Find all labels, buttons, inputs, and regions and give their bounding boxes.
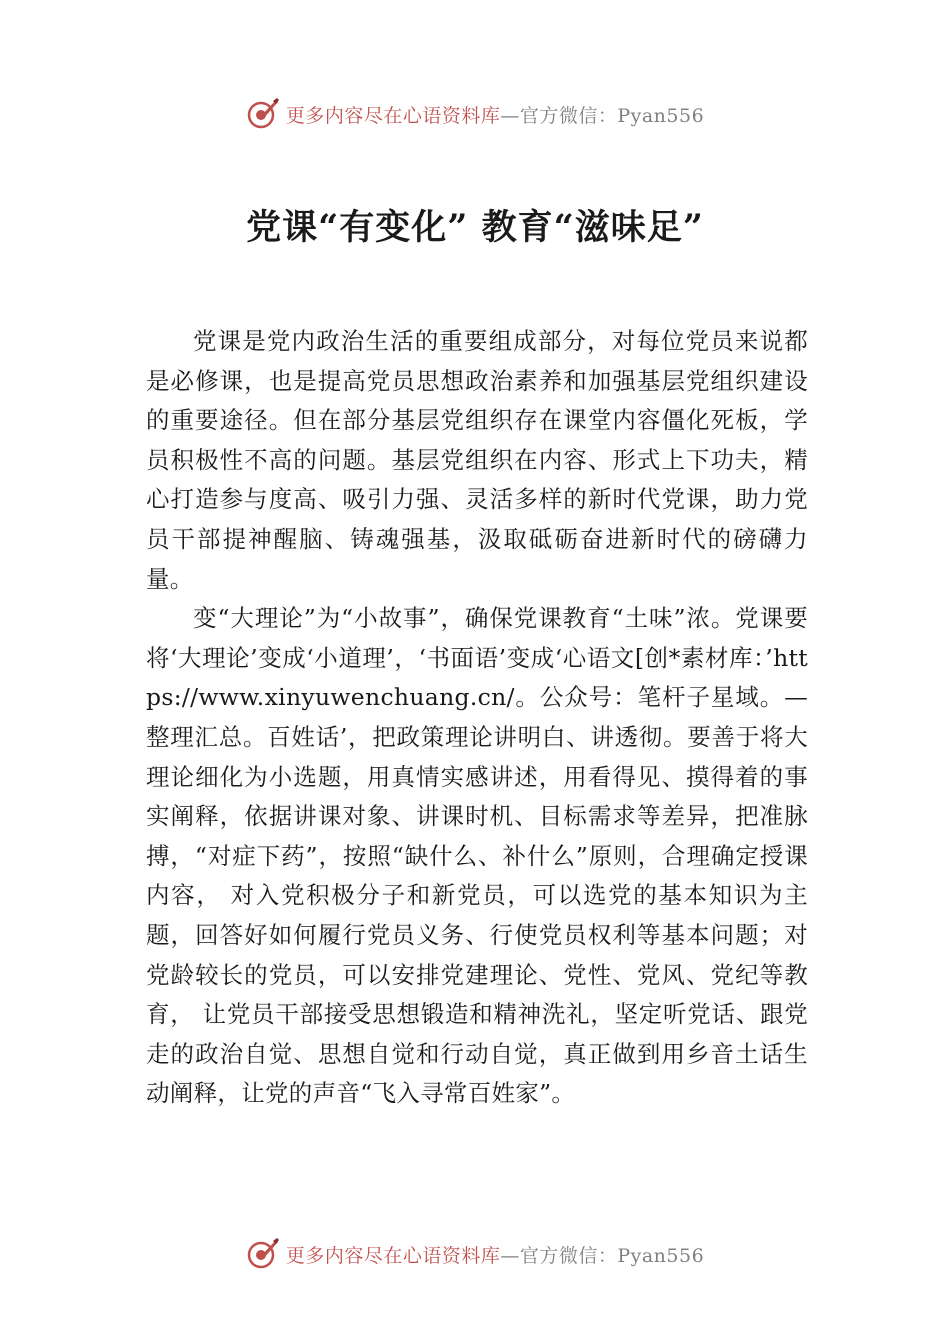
quill-pen-logo-icon <box>246 97 280 131</box>
quill-pen-logo-icon <box>246 1237 280 1271</box>
document-body <box>146 322 808 1114</box>
watermark-text: 更多内容尽在心语资料库—官方微信：Pyan556 <box>285 1244 705 1267</box>
paragraph: 变“大理论”为“小故事”，确保党课教育“土味”浓。党课要将‘大理论’变成‘小道理’，‘书面语’变成‘心语文[创*素材库：’https://www.xinyuwenchuang.cn/。公众号：笔杆子星域。—整理汇总。百姓话’，把政策理论讲明白、讲透彻。要善于将大理论细化为小选题，用真情实感讲述，用看得见、摸得着的事实阐释，依据讲课对象、讲课时机、目标需求等差异，把准脉搏，“对症下药”，按照“缺什么、补什么”原则，合理确定授课内容， 对入党积极分子和新党员，可以选党的基本知识为主题，回答好如何履行党员义务、行使党员权利等基本问题；对党龄较长的党员，可以安排党建理论、党性、党风、党纪等教育， 让党员干部接受思想锻造和精神洗礼，坚定听党话、跟党走的政治自觉、思想自觉和行动自觉，真正做到用乡音土话生动阐释，让党的声音“飞入寻常百姓家”。 <box>146 604 808 1108</box>
paragraph: 党课是党内政治生活的重要组成部分，对每位党员来说都是必修课，也是提高党员思想政治素养和加强基层党组织建设的重要途径。但在部分基层党组织存在课堂内容僵化死板，学员积极性不高的问题。基层党组织在内容、形式上下功夫，精心打造参与度高、吸引力强、灵活多样的新时代党课，助力党员干部提神醒脑、铸魂强基，汲取砥砺奋进新时代的磅礴力量。 <box>146 327 808 593</box>
watermark-text: 更多内容尽在心语资料库—官方微信：Pyan556 <box>285 104 705 127</box>
header-watermark <box>0 94 950 134</box>
footer-watermark <box>0 1234 950 1274</box>
page-title: 党课“有变化” 教育“滋味足” <box>246 207 704 248</box>
